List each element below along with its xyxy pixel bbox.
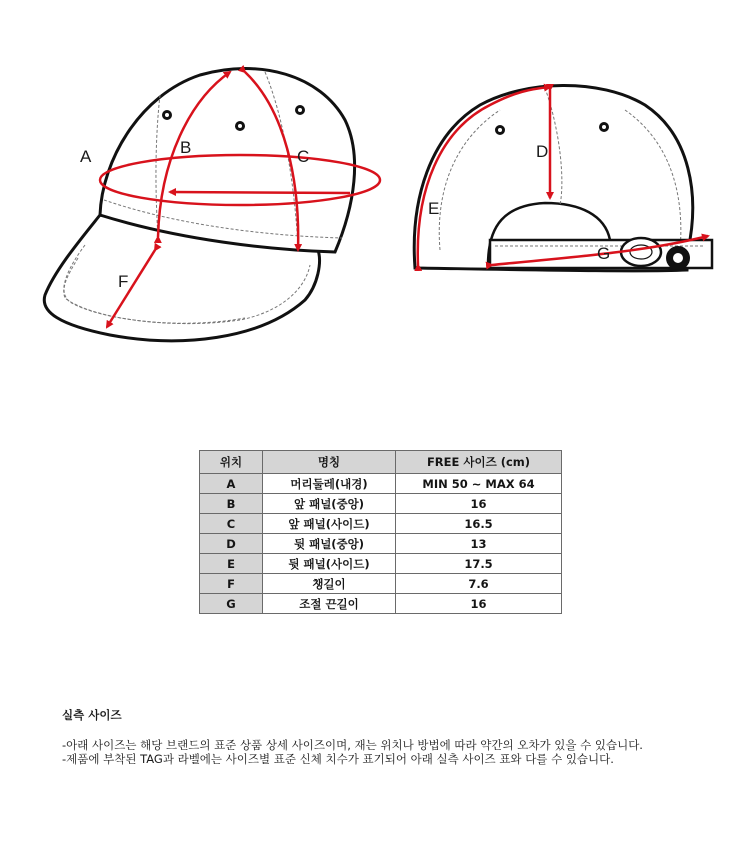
row-name: 뒷 패널(사이드) [263, 554, 396, 574]
note-line-2: -제품에 부착된 TAG과 라벨에는 사이즈별 표준 신체 치수가 표기되어 아래 실측 사이즈 표와 다를 수 있습니다. [62, 752, 614, 766]
label-c: C [297, 147, 310, 166]
table-header-row [200, 451, 562, 474]
table-row [200, 474, 562, 494]
table-row [200, 514, 562, 534]
row-value: 16.5 [396, 514, 562, 534]
table-row [200, 574, 562, 594]
row-value: 16 [396, 594, 562, 614]
table-row [200, 594, 562, 614]
size-table [199, 450, 562, 614]
row-position: A [200, 474, 263, 494]
header-position: 위치 [200, 451, 263, 474]
label-b: B [180, 138, 192, 157]
row-value: 16 [396, 494, 562, 514]
row-name: 머리둘레(내경) [263, 474, 396, 494]
row-name: 뒷 패널(중앙) [263, 534, 396, 554]
notes-title: 실측 사이즈 [62, 708, 122, 722]
note-line-1: -아래 사이즈는 해당 브랜드의 표준 상품 상세 사이즈이며, 재는 위치나 방법에 따라 약간의 오차가 있을 수 있습니다. [62, 738, 643, 752]
table-row [200, 554, 562, 574]
row-value: 7.6 [396, 574, 562, 594]
table-row [200, 494, 562, 514]
row-position: C [200, 514, 263, 534]
row-value: MIN 50 ~ MAX 64 [396, 474, 562, 494]
row-position: F [200, 574, 263, 594]
label-d: D [536, 142, 549, 161]
label-e: E [428, 199, 440, 218]
header-name: 명칭 [263, 451, 396, 474]
row-name: 조절 끈길이 [263, 594, 396, 614]
row-position: B [200, 494, 263, 514]
label-a: A [80, 147, 92, 166]
row-name: 앞 패널(사이드) [263, 514, 396, 534]
row-position: G [200, 594, 263, 614]
label-g: G [597, 244, 611, 263]
row-position: D [200, 534, 263, 554]
header-size: FREE 사이즈 (cm) [396, 451, 562, 474]
table-row [200, 534, 562, 554]
back-cap-illustration [414, 85, 712, 270]
row-position: E [200, 554, 263, 574]
row-name: 챙길이 [263, 574, 396, 594]
cap-measurement-diagram [0, 0, 750, 400]
label-f: F [118, 272, 129, 291]
row-value: 13 [396, 534, 562, 554]
front-cap-illustration [44, 69, 380, 341]
row-value: 17.5 [396, 554, 562, 574]
row-name: 앞 패널(중앙) [263, 494, 396, 514]
